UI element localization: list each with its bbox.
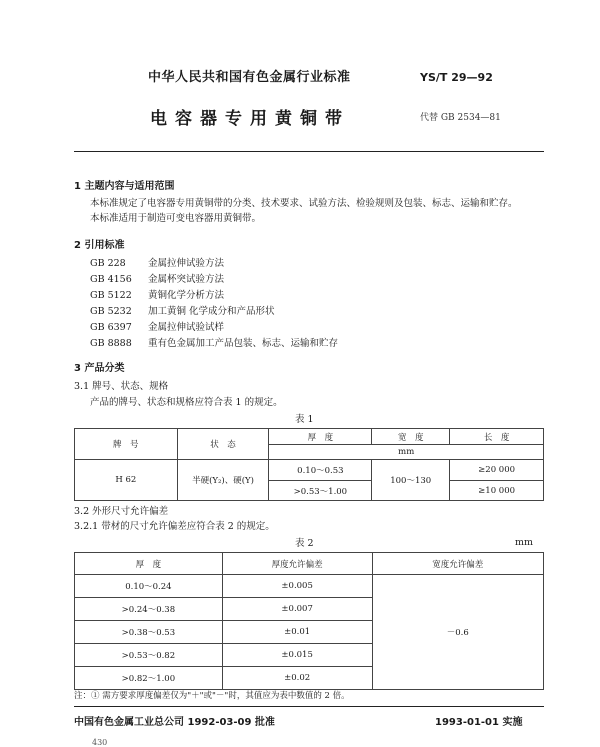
section-1-paragraph-2: 本标准适用于制造可变电容器用黄铜带。 — [90, 213, 262, 224]
section-3-1-title: 3.1 牌号、状态、规格 — [74, 381, 169, 392]
reference-list — [90, 256, 338, 352]
table-1-header-length: 长 度 — [450, 429, 544, 445]
table-2-thickness: >0.24～0.38 — [75, 598, 223, 621]
replaces-standard: 代替 GB 2534—81 — [420, 113, 501, 123]
table-2-thickness: >0.53～0.82 — [75, 644, 223, 667]
section-2-title: 2 引用标准 — [74, 240, 125, 251]
document-title: 电容器专用黄铜带 — [150, 109, 350, 129]
reference-title: 重有色金属加工产品包装、标志、运输和贮存 — [148, 338, 339, 349]
section-3-2-title: 3.2 外形尺寸允许偏差 — [74, 506, 169, 517]
reference-title: 金属拉伸试验试样 — [148, 322, 225, 333]
table-1-unit: mm — [269, 445, 544, 460]
table-2-header-width-tolerance: 宽度允许偏差 — [372, 553, 543, 575]
table-1-width: 100～130 — [372, 460, 450, 501]
table-2-note: 注：① 需方要求厚度偏差仅为"＋"或"－"时，其值应为表中数值的 2 倍。 — [74, 691, 350, 701]
table-2-caption: 表 2 — [295, 538, 314, 549]
table-1-thickness: >0.53～1.00 — [269, 481, 372, 501]
table-2-width-tolerance: －0.6 — [372, 575, 543, 690]
table-2-unit: mm — [515, 537, 534, 548]
reference-code: GB 6397 — [90, 322, 132, 333]
section-1-paragraph-1: 本标准规定了电容器专用黄铜带的分类、技术要求、试验方法、检验规则及包装、标志、运输和贮存。 — [90, 198, 518, 209]
reference-item — [90, 272, 338, 288]
table-row — [75, 460, 544, 481]
table-2-thickness-tolerance: ±0.015 — [222, 644, 372, 667]
table-1-grade: H 62 — [75, 460, 178, 501]
table-2-thickness-tolerance: ±0.007 — [222, 598, 372, 621]
page-number: 430 — [92, 738, 108, 747]
section-1-title: 1 主题内容与适用范围 — [74, 181, 175, 192]
table-2-thickness-tolerance: ±0.02 — [222, 667, 372, 690]
table-1-length: ≥10 000 — [450, 481, 544, 501]
table-2-header-thickness: 厚 度 — [75, 553, 223, 575]
table-1-caption: 表 1 — [295, 414, 314, 425]
section-3-1-paragraph: 产品的牌号、状态和规格应符合表 1 的规定。 — [90, 397, 283, 408]
effective-date: 1993-01-01 实施 — [435, 717, 523, 728]
reference-item — [90, 336, 338, 352]
table-1 — [74, 428, 544, 501]
reference-code: GB 8888 — [90, 338, 132, 349]
reference-title: 加工黄铜 化学成分和产品形状 — [148, 306, 275, 317]
table-1-header-width: 宽 度 — [372, 429, 450, 445]
table-1-header-grade: 牌 号 — [75, 429, 178, 460]
table-1-header-thickness: 厚 度 — [269, 429, 372, 445]
table-2-thickness: 0.10～0.24 — [75, 575, 223, 598]
table-2-thickness: >0.38～0.53 — [75, 621, 223, 644]
table-2 — [74, 552, 544, 690]
standard-org-title: 中华人民共和国有色金属行业标准 — [148, 70, 351, 85]
reference-item — [90, 256, 338, 272]
table-1-thickness: 0.10～0.53 — [269, 460, 372, 481]
table-1-length: ≥20 000 — [450, 460, 544, 481]
table-2-thickness-tolerance: ±0.005 — [222, 575, 372, 598]
footer-divider — [74, 706, 544, 707]
section-3-title: 3 产品分类 — [74, 363, 125, 374]
section-3-2-1-paragraph: 3.2.1 带材的尺寸允许偏差应符合表 2 的规定。 — [74, 521, 275, 532]
table-2-header-thickness-tolerance: 厚度允许偏差 — [222, 553, 372, 575]
table-1-header-temper: 状 态 — [177, 429, 269, 460]
reference-item — [90, 304, 338, 320]
reference-code: GB 228 — [90, 258, 126, 269]
table-1-temper: 半硬(Y₂)、硬(Y) — [177, 460, 269, 501]
header-divider — [74, 151, 544, 152]
reference-code: GB 4156 — [90, 274, 132, 285]
reference-code: GB 5122 — [90, 290, 132, 301]
table-2-thickness: >0.82～1.00 — [75, 667, 223, 690]
table-2-thickness-tolerance: ±0.01 — [222, 621, 372, 644]
standard-code: YS/T 29—92 — [420, 71, 493, 84]
reference-item — [90, 288, 338, 304]
approval-info: 中国有色金属工业总公司 1992-03-09 批准 — [74, 717, 275, 728]
reference-title: 黄铜化学分析方法 — [148, 290, 225, 301]
reference-title: 金属杯突试验方法 — [148, 274, 225, 285]
reference-title: 金属拉伸试验方法 — [148, 258, 225, 269]
table-row — [75, 575, 544, 598]
reference-code: GB 5232 — [90, 306, 132, 317]
reference-item — [90, 320, 338, 336]
